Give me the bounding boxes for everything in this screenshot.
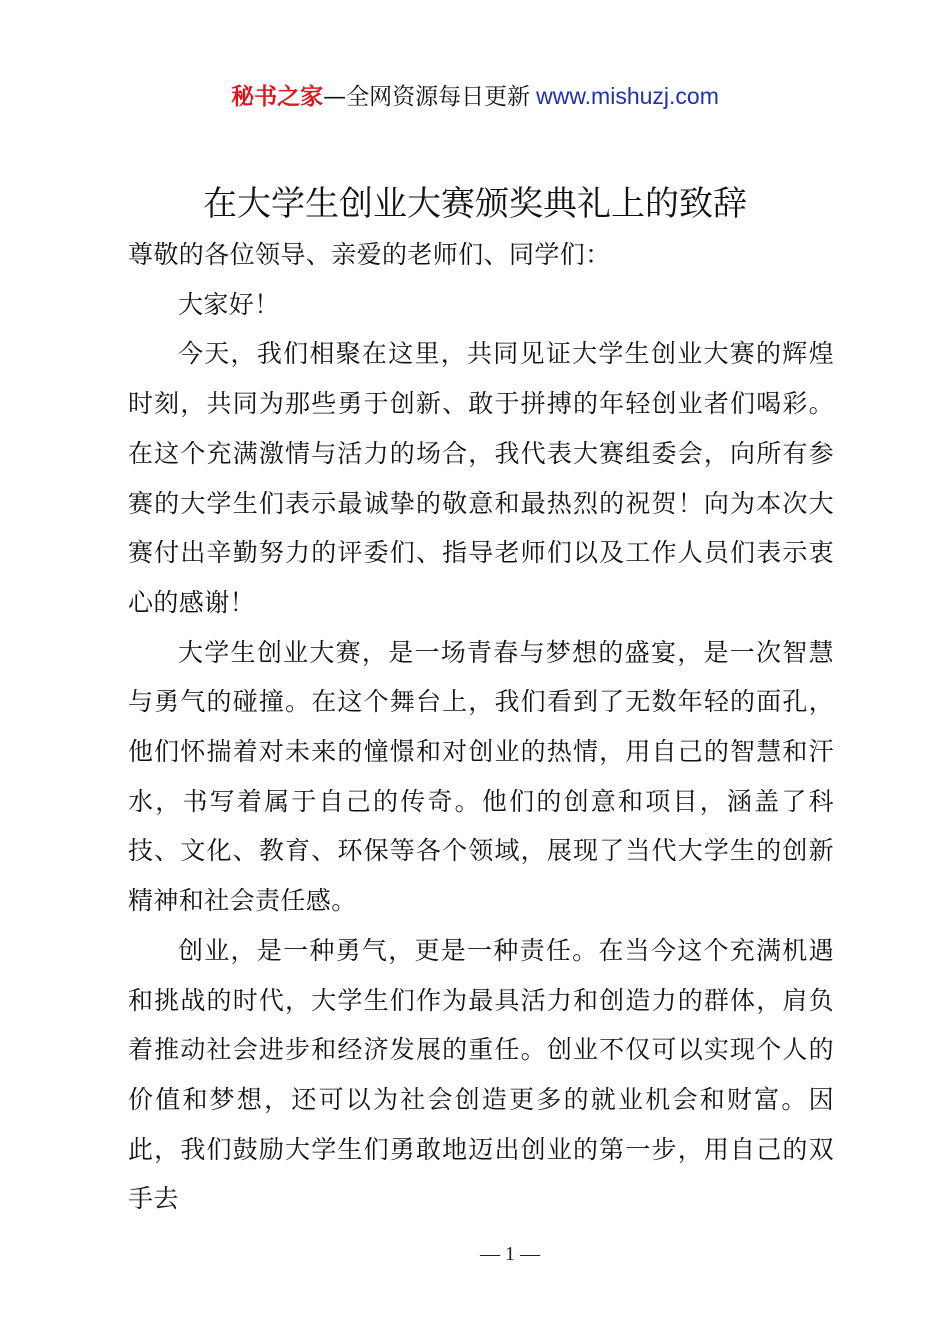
site-url-link[interactable]: www.mishuzj.com	[536, 83, 719, 109]
brand-name: 秘书之家	[231, 84, 324, 110]
page-number: — 1 —	[480, 1243, 540, 1265]
paragraph-3: 创业，是一种勇气，更是一种责任。在当今这个充满机遇和挑战的时代，大学生们作为最具活力和创造力的群体，肩负着推动社会进步和经济发展的重任。创业不仅可以实现个人的价值和梦想，还可以为社会创造更多的就业机会和财富。因此，我们鼓励大学生们勇敢地迈出创业的第一步，用自己的双手去	[128, 935, 834, 1214]
site-header	[0, 80, 950, 113]
greeting: 大家好！	[178, 289, 280, 319]
salutation: 尊敬的各位领导、亲爱的老师们、同学们：	[128, 240, 611, 269]
paragraph-1: 今天，我们相聚在这里，共同见证大学生创业大赛的辉煌时刻，共同为那些勇于创新、敢于拼搏的年轻创业者们喝彩。在这个充满激情与活力的场合，我代表大赛组委会，向所有参赛的大学生们表示最诚挚的敬意和最热烈的祝贺！向为本次大赛付出辛勤努力的评委们、指导老师们以及工作人员们表示衷心的感谢！	[128, 339, 834, 617]
paragraph-2: 大学生创业大赛，是一场青春与梦想的盛宴，是一次智慧与勇气的碰撞。在这个舞台上，我们看到了无数年轻的面孔，他们怀揣着对未来的憧憬和对创业的热情，用自己的智慧和汗水，书写着属于自己的传奇。他们的创意和项目，涵盖了科技、文化、教育、环保等各个领域，展现了当代大学生的创新精神和社会责任感。	[128, 637, 834, 916]
document-body	[128, 230, 834, 1224]
header-tagline: —全网资源每日更新	[323, 84, 531, 110]
document-title: 在大学生创业大赛颁奖典礼上的致辞	[203, 184, 747, 224]
